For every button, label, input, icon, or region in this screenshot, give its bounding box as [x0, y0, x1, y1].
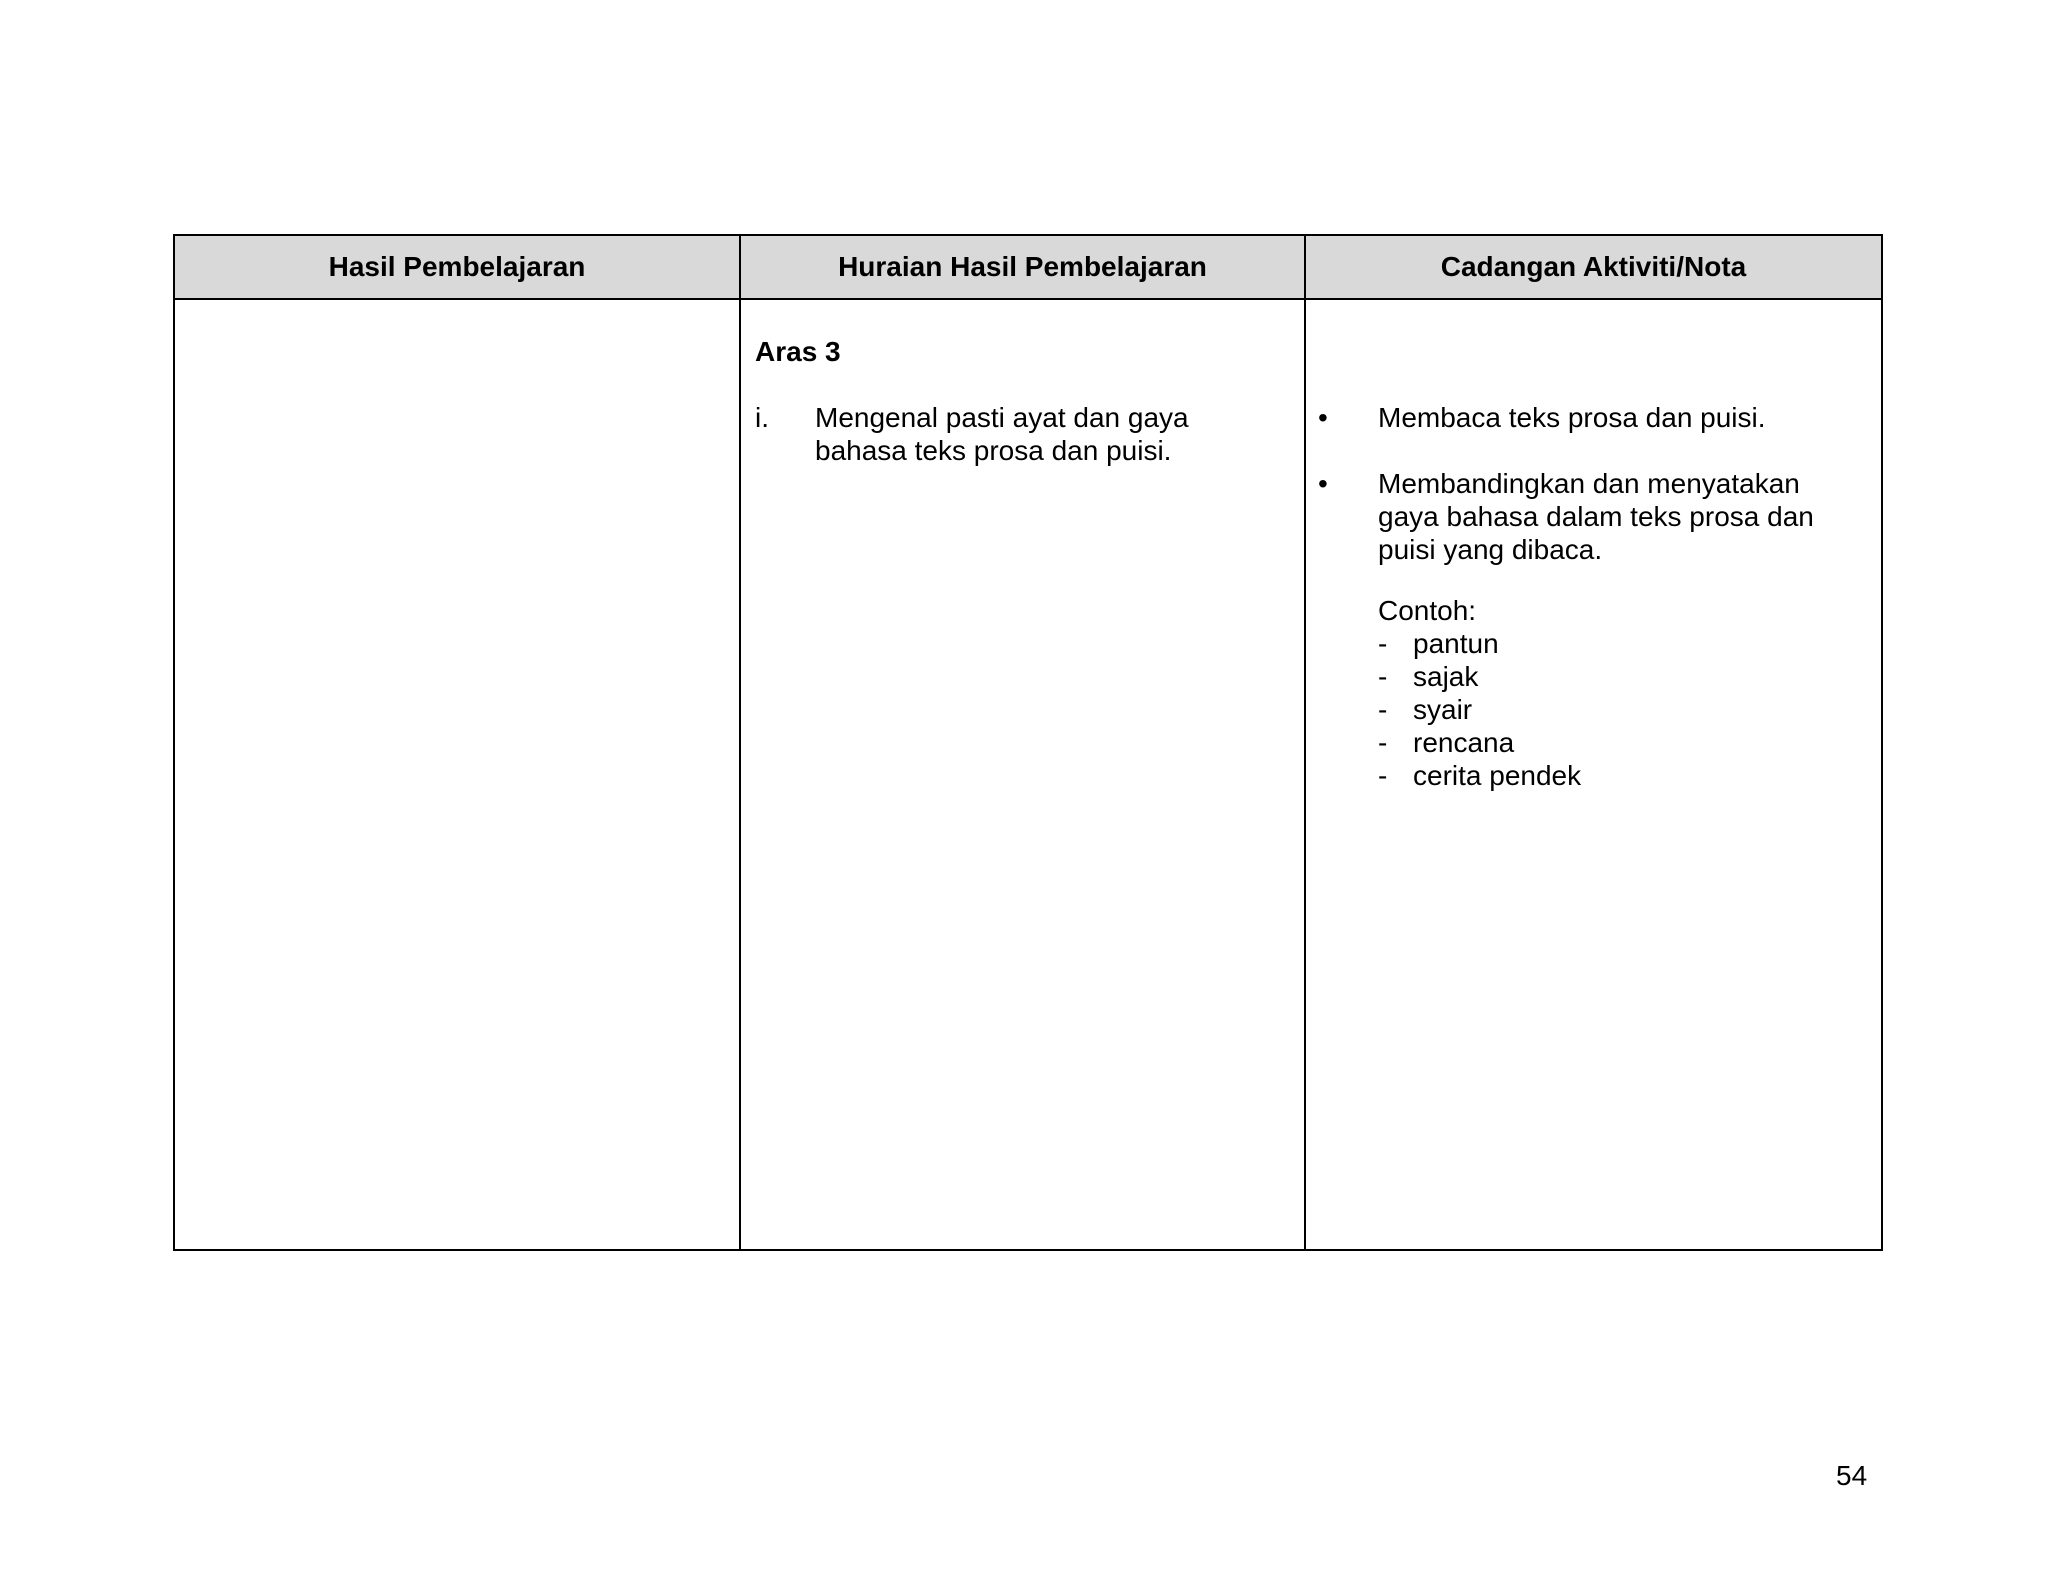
level-title: Aras 3 [755, 336, 841, 367]
dash-marker: - [1378, 661, 1388, 692]
example-item [1378, 660, 1858, 693]
example-text: rencana [1413, 727, 1515, 758]
cell-suggested-activities [1306, 300, 1881, 1249]
bullet-icon: • [1318, 468, 1328, 499]
example-block [1378, 594, 1858, 792]
example-text: sajak [1413, 661, 1479, 692]
dash-marker: - [1378, 727, 1388, 758]
item-number: i. [755, 402, 769, 433]
activity-item: Membandingkan dan menyatakan gaya bahasa dalam teks prosa dan puisi yang dibaca. [1378, 468, 1814, 565]
example-item [1378, 693, 1858, 726]
header-learning-outcome-description: Huraian Hasil Pembelajaran [838, 251, 1207, 282]
example-text: pantun [1413, 628, 1499, 659]
page-number: 54 [1836, 1460, 1868, 1491]
item-text: Mengenal pasti ayat dan gaya bahasa teks prosa dan puisi. [815, 402, 1189, 466]
example-text: syair [1413, 694, 1473, 725]
dash-marker: - [1378, 628, 1388, 659]
dash-marker: - [1378, 760, 1388, 791]
example-item [1378, 759, 1858, 792]
activity-item: Membaca teks prosa dan puisi. [1378, 402, 1766, 433]
table-header-row [175, 236, 1881, 300]
curriculum-table [173, 234, 1883, 1251]
example-item [1378, 726, 1858, 759]
dash-marker: - [1378, 694, 1388, 725]
cell-learning-outcome-description [741, 300, 1304, 1249]
header-suggested-activities: Cadangan Aktiviti/Nota [1440, 251, 1747, 282]
cell-learning-outcome [175, 300, 739, 1249]
example-label: Contoh: [1378, 595, 1477, 626]
example-text: cerita pendek [1413, 760, 1582, 791]
header-learning-outcome: Hasil Pembelajaran [328, 251, 586, 282]
example-item [1378, 627, 1858, 660]
bullet-icon: • [1318, 402, 1328, 433]
